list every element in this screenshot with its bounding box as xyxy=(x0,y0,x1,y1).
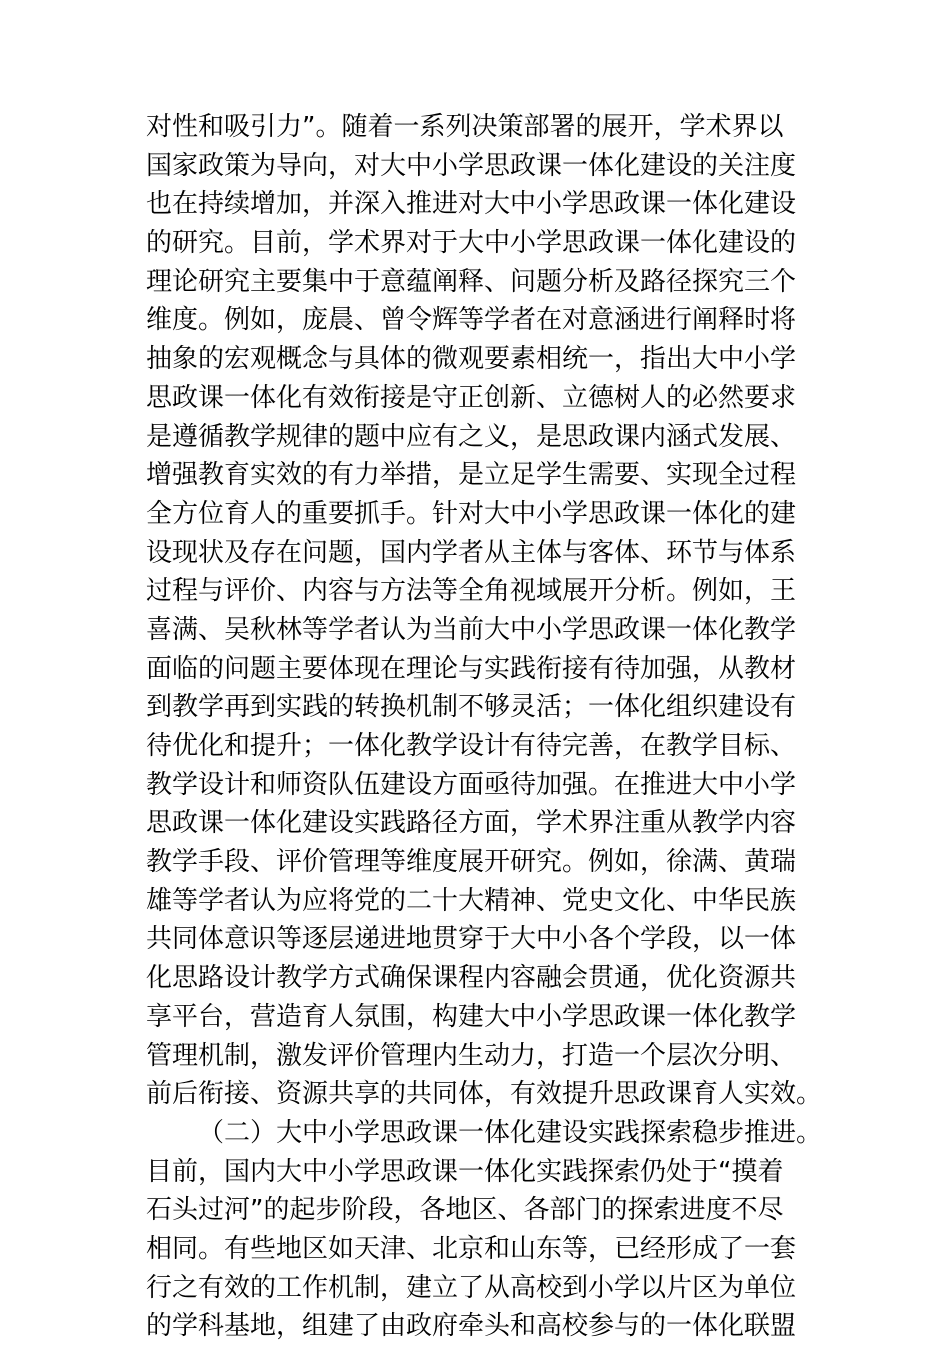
text-line: 待优化和提升；一体化教学设计有待完善，在教学目标、 xyxy=(146,731,797,761)
text-line: 增强教育实效的有力举措，是立足学生需要、实现全过程 xyxy=(146,460,797,491)
text-line: 对性和吸引力”。随着一系列决策部署的展开，学术界以 xyxy=(146,112,784,142)
text-line: 管理机制，激发评价管理内生动力，打造一个层次分明、 xyxy=(146,1040,797,1071)
text-line: 石头过河”的起步阶段，各地区、各部门的探索进度不尽 xyxy=(146,1195,784,1226)
text-line: 抽象的宏观概念与具体的微观要素相统一，指出大中小学 xyxy=(146,344,797,375)
text-line: 享平台，营造育人氛围，构建大中小学思政课一体化教学 xyxy=(146,1001,797,1032)
text-line: 教学设计和师资队伍建设方面亟待加强。在推进大中小学 xyxy=(146,769,797,800)
text-line: 理论研究主要集中于意蕴阐释、问题分析及路径探究三个 xyxy=(146,266,797,297)
text-line: 的学科基地，组建了由政府牵头和高校参与的一体化联盟 xyxy=(146,1311,797,1342)
text-line: 面临的问题主要体现在理论与实践衔接有待加强，从教材 xyxy=(146,653,797,684)
text-line: 过程与评价、内容与方法等全角视域展开分析。例如，王 xyxy=(146,576,797,607)
text-line: 是遵循教学规律的题中应有之义，是思政课内涵式发展、 xyxy=(146,421,797,452)
text-line: 化思路设计教学方式确保课程内容融会贯通，优化资源共 xyxy=(146,963,797,994)
text-line: 目前，国内大中小学思政课一体化实践探索仍处于“摸着 xyxy=(146,1156,784,1187)
text-line: 雄等学者认为应将党的二十大精神、党史文化、中华民族 xyxy=(146,885,797,916)
text-line: 共同体意识等逐层递进地贯穿于大中小各个学段，以一体 xyxy=(146,924,797,955)
section-heading: （二）大中小学思政课一体化建设实践探索稳步推进。 xyxy=(198,1117,823,1148)
text-line: 相同。有些地区如天津、北京和山东等，已经形成了一套 xyxy=(146,1233,797,1264)
text-line: 思政课一体化有效衔接是守正创新、立德树人的必然要求 xyxy=(146,382,797,413)
text-line: 前后衔接、资源共享的共同体，有效提升思政课育人实效。 xyxy=(146,1079,823,1110)
text-line: 设现状及存在问题，国内学者从主体与客体、环节与体系 xyxy=(146,537,797,568)
text-line: 到教学再到实践的转换机制不够灵活；一体化组织建设有 xyxy=(146,692,797,723)
body-text xyxy=(146,108,823,1346)
text-line: 思政课一体化建设实践路径方面，学术界注重从教学内容 xyxy=(146,808,797,839)
text-line: 行之有效的工作机制，建立了从高校到小学以片区为单位 xyxy=(146,1272,797,1303)
text-line: 喜满、吴秋林等学者认为当前大中小学思政课一体化教学 xyxy=(146,614,797,645)
text-line: 全方位育人的重要抓手。针对大中小学思政课一体化的建 xyxy=(146,498,797,529)
text-line: 的研究。目前，学术界对于大中小学思政课一体化建设的 xyxy=(146,228,797,259)
text-line: 也在持续增加，并深入推进对大中小学思政课一体化建设 xyxy=(146,189,797,220)
text-line: 教学手段、评价管理等维度展开研究。例如，徐满、黄瑞 xyxy=(146,847,797,878)
text-line: 维度。例如，庞晨、曾令辉等学者在对意涵进行阐释时将 xyxy=(146,305,797,336)
text-line: 国家政策为导向，对大中小学思政课一体化建设的关注度 xyxy=(146,150,797,181)
